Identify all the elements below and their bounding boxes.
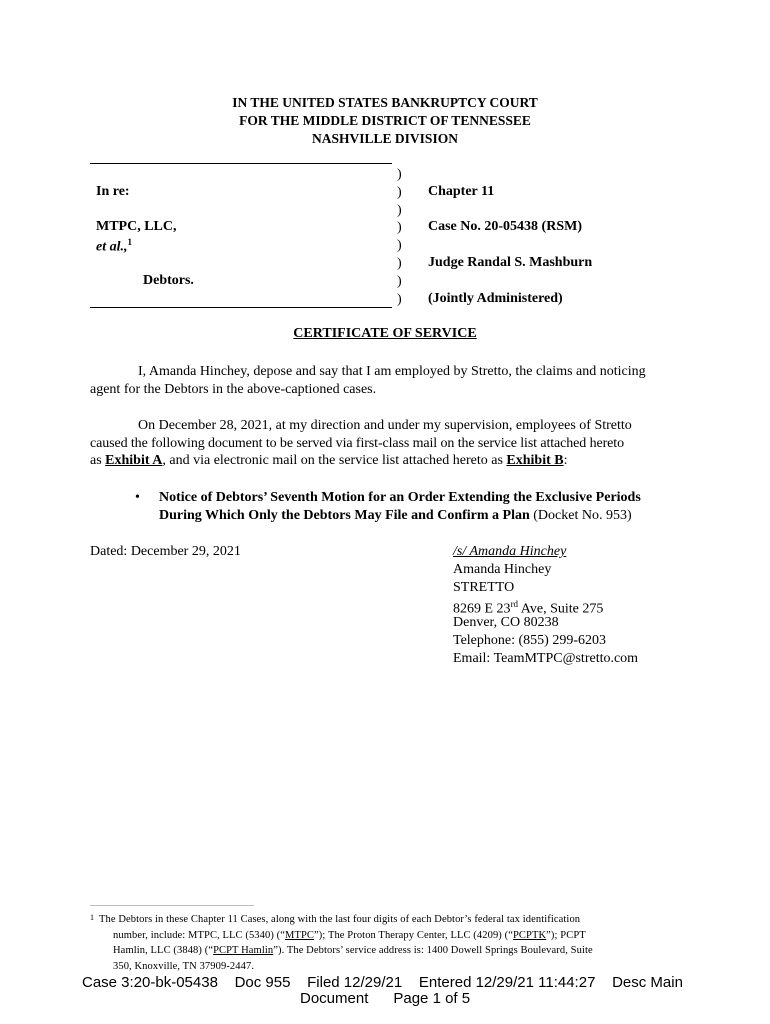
caption-paren: ) — [397, 292, 402, 307]
footnote-ref: 1 — [127, 237, 132, 247]
caption-paren: ) — [397, 203, 402, 218]
signature-line: /s/ Amanda Hinchey — [453, 544, 567, 559]
document-title: CERTIFICATE OF SERVICE — [293, 326, 477, 341]
footnote-line3: Hamlin, LLC (3848) (“PCPT Hamlin”). The Debtors’ service address is: 1400 Dowell Springs Boulevard, Suite — [113, 945, 593, 956]
email-line: Email: TeamMTPC@stretto.com — [453, 651, 639, 666]
bullet-line2: During Which Only the Debtors May File and Confirm a Plan (Docket No. 953) — [159, 508, 632, 523]
footnote-number: 1 — [90, 913, 95, 922]
telephone-line: Telephone: (855) 299-6203 — [453, 633, 606, 648]
judge-name: Judge Randal S. Mashburn — [428, 255, 593, 270]
footnote-line2: number, include: MTPC, LLC (5340) (“MTPC”); The Proton Therapy Center, LLC (4209) (“PCPTK”); PCPT — [113, 930, 586, 941]
in-re-label: In re: — [96, 184, 130, 199]
para2-line2: caused the following document to be served via first-class mail on the service list attached hereto — [90, 436, 624, 451]
exhibit-a-ref: Exhibit A — [105, 453, 163, 468]
para1-line1: I, Amanda Hinchey, depose and say that I am employed by Stretto, the claims and noticing — [138, 364, 646, 379]
district-line: FOR THE MIDDLE DISTRICT OF TENNESSEE — [239, 113, 531, 128]
footnote-rule — [90, 905, 254, 906]
filing-stamp-line1: Case 3:20-bk-05438 Doc 955 Filed 12/29/21 Entered 12/29/21 11:44:27 Desc Main — [82, 974, 683, 991]
city-line: Denver, CO 80238 — [453, 615, 559, 630]
caption-paren: ) — [397, 238, 402, 253]
bullet-line1: Notice of Debtors’ Seventh Motion for an Order Extending the Exclusive Periods — [159, 490, 641, 505]
jointly-administered: (Jointly Administered) — [428, 291, 563, 306]
caption-top-rule — [90, 163, 392, 164]
exhibit-b-ref: Exhibit B — [506, 453, 564, 468]
para2-line3: as Exhibit A, and via electronic mail on the service list attached hereto as Exhibit B: — [90, 453, 568, 468]
chapter-label: Chapter 11 — [428, 184, 495, 199]
debtors-label: Debtors. — [143, 273, 194, 288]
para2-line1: On December 28, 2021, at my direction and under my supervision, employees of Stretto — [138, 418, 632, 433]
bullet-icon: • — [135, 490, 140, 505]
filing-stamp-line2: Document Page 1 of 5 — [300, 990, 471, 1007]
dated-line: Dated: December 29, 2021 — [90, 544, 241, 559]
para1-line2: agent for the Debtors in the above-captioned cases. — [90, 382, 377, 397]
caption-paren: ) — [397, 167, 402, 182]
caption-paren: ) — [397, 274, 402, 289]
signer-name: Amanda Hinchey — [453, 562, 552, 577]
division-line: NASHVILLE DIVISION — [312, 131, 458, 146]
et-al: et al.,$^1$ — [96, 237, 132, 255]
court-name-line: IN THE UNITED STATES BANKRUPTCY COURT — [232, 95, 538, 110]
footnote-line4: 350, Knoxville, TN 37909-2447. — [113, 961, 255, 972]
case-number: Case No. 20-05438 (RSM) — [428, 219, 582, 234]
caption-paren: ) — [397, 185, 402, 200]
caption-bottom-rule — [90, 307, 392, 308]
debtor-name: MTPC, LLC, — [96, 219, 177, 234]
caption-paren: ) — [397, 220, 402, 235]
street-address: 8269 E 23rd Ave, Suite 275 — [453, 599, 604, 617]
company-name: STRETTO — [453, 580, 515, 595]
caption-paren: ) — [397, 256, 402, 271]
footnote-line1: The Debtors in these Chapter 11 Cases, along with the last four digits of each Debtor’s federal tax identification — [99, 914, 581, 925]
